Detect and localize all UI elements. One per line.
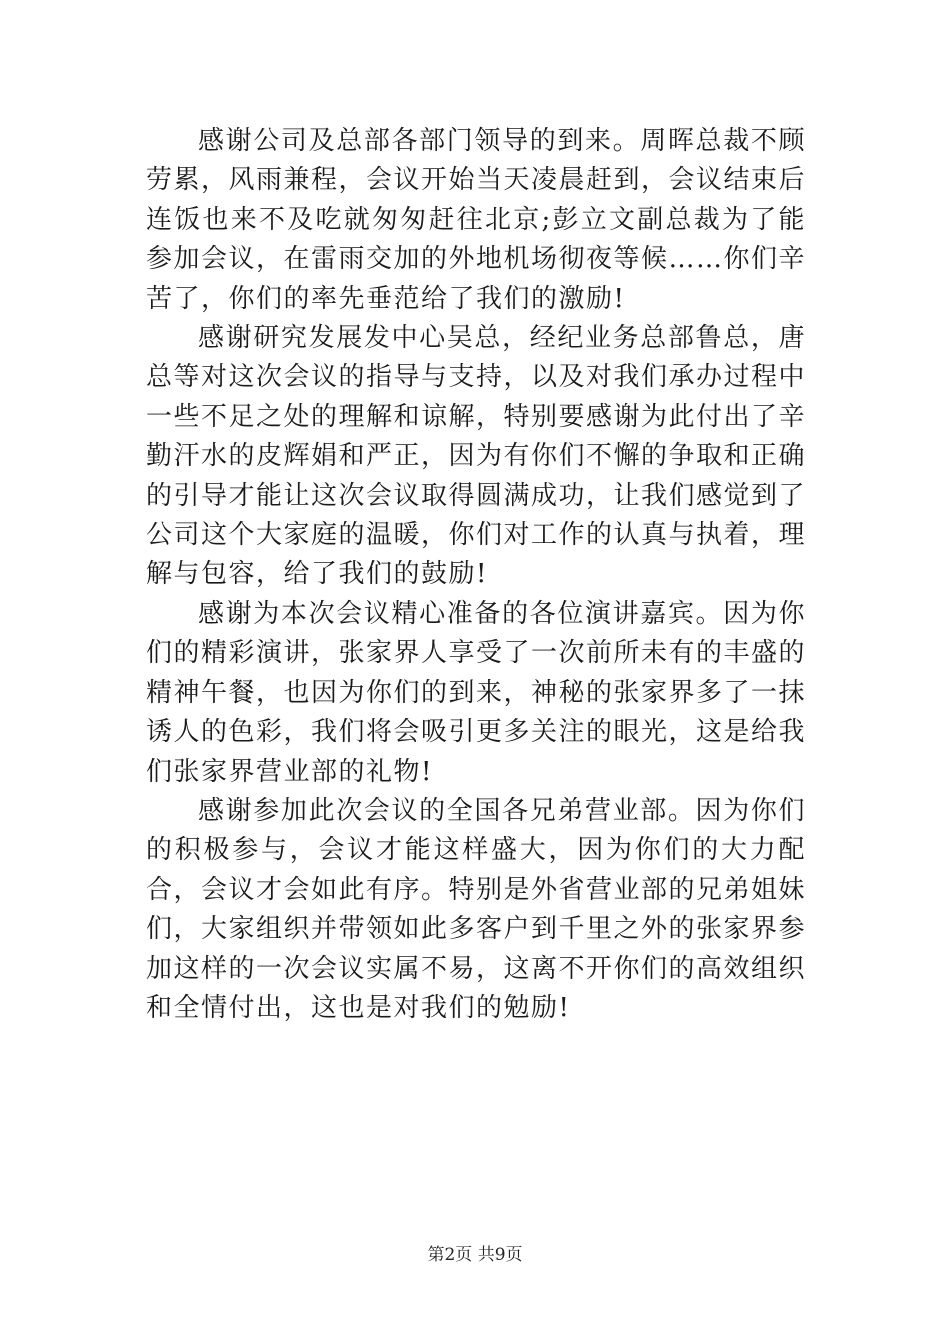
paragraph-2: 感谢研究发展发中心吴总，经纪业务总部鲁总，唐总等对这次会议的指导与支持，以及对我们承办过程中一些不足之处的理解和谅解，特别要感谢为此付出了辛勤汗水的皮辉娟和严正，因为有你们不懈的争取和正确的引导才能让这次会议取得圆满成功，让我们感觉到了公司这个大家庭的温暖，你们对工作的认真与执着，理解与包容，给了我们的鼓励! (146, 323, 807, 590)
page-number-footer: 第2页 共9页 (427, 1245, 523, 1265)
paragraph-1: 感谢公司及总部各部门领导的到来。周晖总裁不顾劳累，风雨兼程，会议开始当天凌晨赶到，会议结束后连饭也来不及吃就匆匆赶往北京;彭立文副总裁为了能参加会议，在雷雨交加的外地机场彻夜等候……你们辛苦了，你们的率先垂范给了我们的激励! (146, 126, 807, 314)
paragraph-4: 感谢参加此次会议的全国各兄弟营业部。因为你们的积极参与，会议才能这样盛大，因为你们的大力配合，会议才会如此有序。特别是外省营业部的兄弟姐妹们，大家组织并带领如此多客户到千里之外的张家界参加这样的一次会议实属不易，这离不开你们的高效组织和全情付出，这也是对我们的勉励! (146, 795, 807, 1023)
paragraph-3: 感谢为本次会议精心准备的各位演讲嘉宾。因为你们的精彩演讲，张家界人享受了一次前所未有的丰盛的精神午餐，也因为你们的到来，神秘的张家界多了一抹诱人的色彩，我们将会吸引更多关注的眼光，这是给我们张家界营业部的礼物! (146, 598, 807, 787)
document-body (146, 122, 806, 1028)
